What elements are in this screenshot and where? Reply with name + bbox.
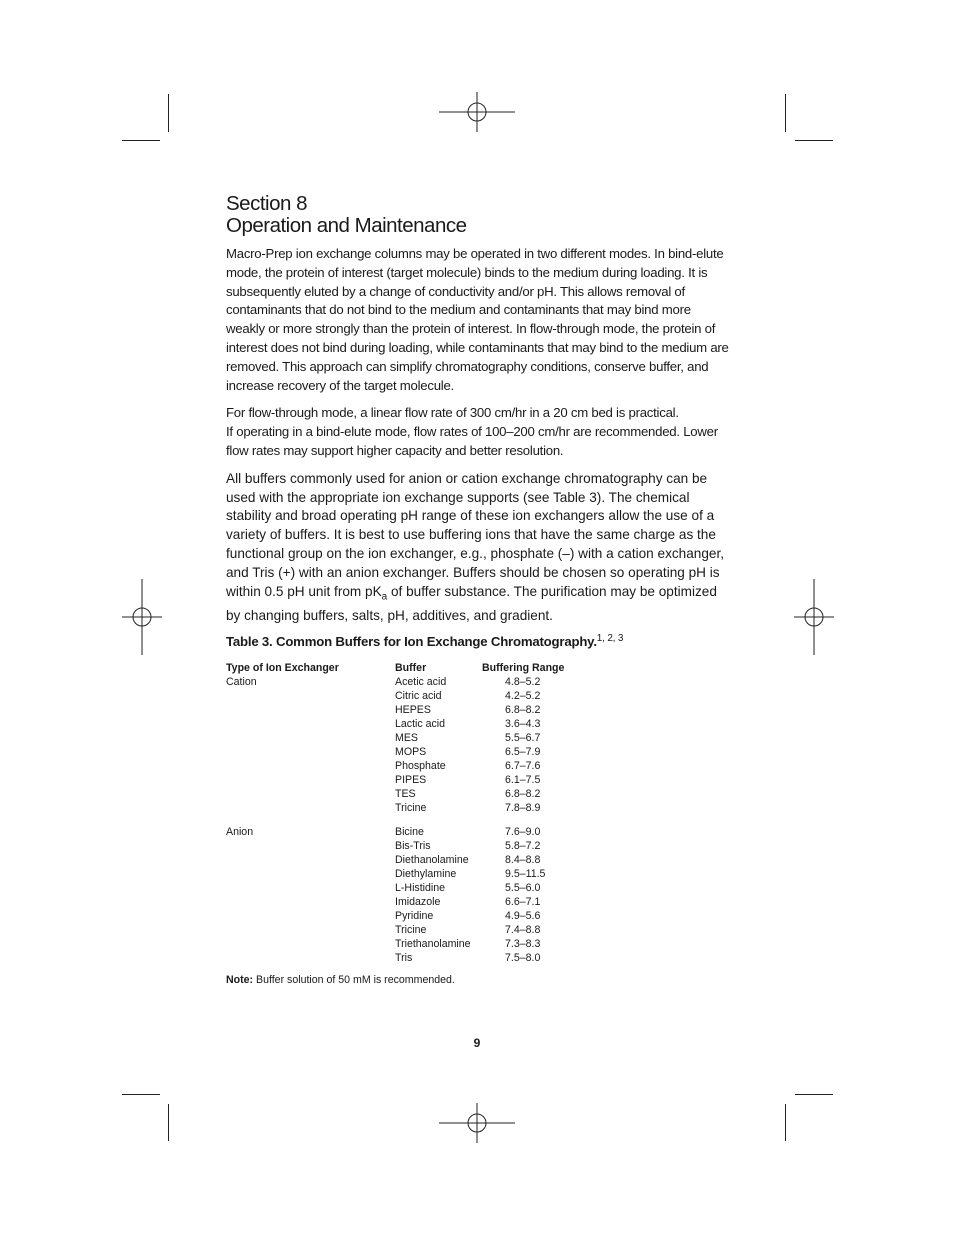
table-row: [226, 731, 625, 745]
table-row: [226, 825, 625, 839]
paragraph-flow-rates: [226, 404, 732, 460]
table-row: [226, 801, 625, 815]
cell-buffering-range: 4.2–5.2: [505, 689, 541, 702]
cell-buffering-range: 7.8–8.9: [505, 801, 541, 814]
crop-mark: [795, 1094, 833, 1095]
table-body: [226, 675, 625, 965]
table-note: [226, 974, 732, 986]
table-row: [226, 951, 625, 965]
table-row: [226, 773, 625, 787]
cell-buffering-range: 4.8–5.2: [505, 675, 541, 688]
cell-buffer: Acetic acid: [395, 675, 447, 688]
table-row: [226, 703, 625, 717]
cell-buffering-range: 6.1–7.5: [505, 773, 541, 786]
registration-mark-icon: [439, 1103, 515, 1143]
header-buffering-range: Buffering Range: [482, 661, 565, 674]
cell-ion-exchanger-type: [226, 895, 395, 909]
table-row: [226, 759, 625, 773]
cell-ion-exchanger-type: [226, 951, 395, 965]
cell-buffer: Tris: [395, 951, 413, 964]
cell-buffer: Tricine: [395, 923, 427, 936]
cell-ion-exchanger-type: [226, 773, 395, 787]
table-header-row: [226, 661, 625, 675]
cell-ion-exchanger-type: [226, 731, 395, 745]
cell-buffer: Phosphate: [395, 759, 446, 772]
buffers-text: All buffers commonly used for anion or cation exchange chromatography can be used with the appropriate ion exchange supports (see Table 3). The chemical stability and broad operating pH range of these ion exchangers allow the use of a variety of buffers. It is best to use buffering ions that have the same charge as the functional group on the ion exchanger, e.g., phosphate (–) with a cation exchanger, and Tris (+) with an anion exchanger. Buffers should be chosen so operating pH is within 0.5 pH unit from pK: [226, 470, 725, 599]
table-row: [226, 745, 625, 759]
cell-buffering-range: 4.9–5.6: [505, 909, 541, 922]
table-row: [226, 853, 625, 867]
cell-ion-exchanger-type: [226, 839, 395, 853]
cell-buffering-range: 8.4–8.8: [505, 853, 541, 866]
table-caption-text: Table 3. Common Buffers for Ion Exchange Chromatography.: [226, 633, 597, 649]
header-buffer: Buffer: [395, 661, 427, 674]
cell-buffering-range: 6.6–7.1: [505, 895, 541, 908]
table-caption-refs: 1, 2, 3: [596, 632, 624, 644]
flow-rate-sentence-2: If operating in a bind-elute mode, flow rates of 100–200 cm/hr are recommended. Lower flow rates may support higher capacity and better resolution.: [226, 424, 718, 458]
note-text: Buffer solution of 50 mM is recommended.: [253, 973, 455, 986]
registration-mark-icon: [439, 92, 515, 132]
page-number: 9: [473, 1036, 481, 1050]
cell-ion-exchanger-type: [226, 689, 395, 703]
buffers-table: [226, 661, 625, 965]
crop-mark: [785, 94, 786, 132]
cell-buffer: TES: [395, 787, 416, 800]
cell-buffer: Bis-Tris: [395, 839, 431, 852]
cell-buffering-range: 5.8–7.2: [505, 839, 541, 852]
cell-buffering-range: 7.4–8.8: [505, 923, 541, 936]
cell-buffer: Diethanolamine: [395, 853, 469, 866]
cell-buffering-range: 5.5–6.7: [505, 731, 541, 744]
cell-ion-exchanger-type: Cation: [226, 675, 257, 688]
table-row: [226, 787, 625, 801]
crop-mark: [785, 1104, 786, 1141]
cell-buffer: Diethylamine: [395, 867, 457, 880]
cell-buffer: L-Histidine: [395, 881, 446, 894]
table-row: [226, 937, 625, 951]
cell-ion-exchanger-type: [226, 909, 395, 923]
buffers-text-end: of buffer substance. The purification may be optimized by changing buffers, salts, pH, additives, and gradient.: [226, 583, 717, 624]
cell-buffer: MOPS: [395, 745, 427, 758]
cell-buffer: Bicine: [395, 825, 424, 838]
crop-mark: [795, 140, 833, 141]
section-heading: Section 8: [226, 192, 307, 215]
cell-ion-exchanger-type: [226, 853, 395, 867]
cell-ion-exchanger-type: [226, 881, 395, 895]
crop-mark: [168, 1104, 169, 1141]
registration-mark-icon: [122, 579, 162, 655]
cell-ion-exchanger-type: [226, 745, 395, 759]
cell-buffer: Imidazole: [395, 895, 441, 908]
crop-mark: [168, 94, 169, 132]
table-row: [226, 867, 625, 881]
pka-subscript: a: [381, 591, 388, 603]
table-caption: [226, 630, 732, 651]
cell-buffering-range: 7.3–8.3: [505, 937, 541, 950]
header-ion-exchanger: Type of Ion Exchanger: [226, 661, 339, 674]
section-title: [226, 193, 732, 237]
flow-rate-sentence-1: For flow-through mode, a linear flow rate of 300 cm/hr in a 20 cm bed is practical.: [226, 405, 679, 421]
cell-ion-exchanger-type: [226, 703, 395, 717]
table-row: [226, 923, 625, 937]
table-row: [226, 895, 625, 909]
cell-buffering-range: 6.8–8.2: [505, 703, 541, 716]
table-row: [226, 881, 625, 895]
cell-buffer: Pyridine: [395, 909, 434, 922]
cell-buffering-range: 6.5–7.9: [505, 745, 541, 758]
cell-ion-exchanger-type: [226, 717, 395, 731]
cell-buffer: PIPES: [395, 773, 427, 786]
cell-buffer: Lactic acid: [395, 717, 446, 730]
cell-buffering-range: 5.5–6.0: [505, 881, 541, 894]
table-row: [226, 839, 625, 853]
cell-buffer: HEPES: [395, 703, 431, 716]
cell-ion-exchanger-type: [226, 801, 395, 815]
table-row: [226, 909, 625, 923]
cell-ion-exchanger-type: [226, 867, 395, 881]
cell-buffer: Tricine: [395, 801, 427, 814]
cell-ion-exchanger-type: [226, 937, 395, 951]
cell-ion-exchanger-type: [226, 923, 395, 937]
cell-ion-exchanger-type: Anion: [226, 825, 254, 838]
table-row: [226, 675, 625, 689]
crop-mark: [122, 140, 160, 141]
cell-buffering-range: 9.5–11.5: [505, 867, 546, 880]
note-label: Note:: [226, 973, 254, 986]
table-row: [226, 689, 625, 703]
cell-ion-exchanger-type: [226, 787, 395, 801]
cell-buffer: Citric acid: [395, 689, 442, 702]
table-group-spacer: [226, 815, 625, 825]
cell-buffering-range: 7.6–9.0: [505, 825, 541, 838]
cell-buffer: Triethanolamine: [395, 937, 471, 950]
cell-buffer: MES: [395, 731, 418, 744]
cell-buffering-range: 6.8–8.2: [505, 787, 541, 800]
cell-buffering-range: 3.6–4.3: [505, 717, 541, 730]
cell-buffering-range: 7.5–8.0: [505, 951, 541, 964]
cell-buffering-range: 6.7–7.6: [505, 759, 541, 772]
paragraph-buffers: [226, 470, 732, 626]
registration-mark-icon: [794, 579, 834, 655]
paragraph-modes: Macro-Prep ion exchange columns may be operated in two different modes. In bind-elute mode, the protein of interest (target molecule) binds to the medium during loading. It is subsequently eluted by a change of conductivity and/or pH. This allows removal of contaminants that do not bind to the medium and contaminants that may bind more weakly or more strongly than the protein of interest. In flow-through mode, the protein of interest does not bind during loading, while contaminants that may bind to the medium are removed. This approach can simplify chromatography conditions, conserve buffer, and increase recovery of the target molecule.: [226, 246, 729, 393]
cell-ion-exchanger-type: [226, 759, 395, 773]
section-subtitle: Operation and Maintenance: [226, 214, 467, 237]
table-row: [226, 717, 625, 731]
page-content: [226, 193, 732, 986]
crop-mark: [122, 1094, 160, 1095]
